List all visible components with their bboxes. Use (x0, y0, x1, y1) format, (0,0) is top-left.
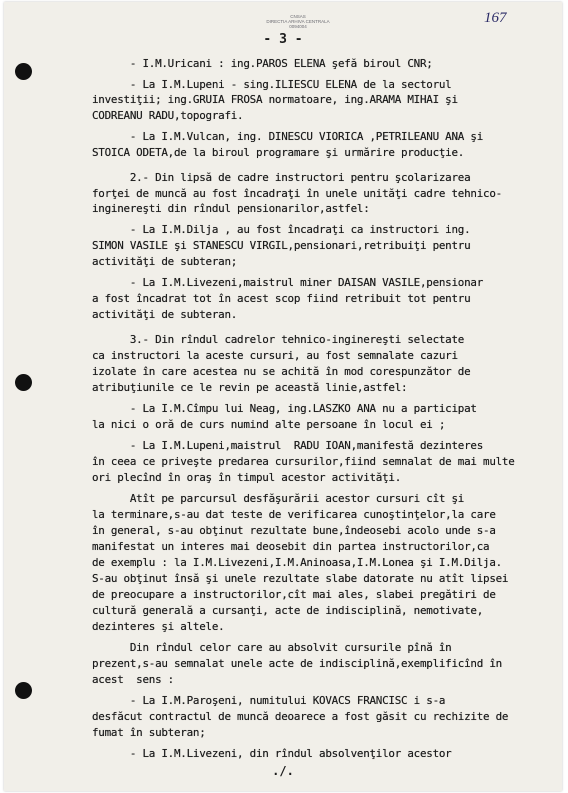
text-line: în general, s-au obţinut rezultate bune,îndeosebi acolo unde s-a (92, 524, 496, 537)
punch-hole (15, 682, 32, 699)
text-line: CODREANU RADU,topografi. (92, 109, 244, 122)
text-line: - La I.M.Livezeni, din rîndul absolvenţilor acestor (92, 747, 452, 760)
text-line: - La I.M.Cîmpu lui Neag, ing.LASZKO ANA nu a participat (92, 402, 477, 415)
text-line: Atît pe parcursul desfăşurării acestor cursuri cît şi (92, 492, 465, 505)
text-line: atribuţiunile ce le revin pe această linie,astfel: (92, 381, 408, 394)
text-line: forţei de muncă au fost încadraţi în unele unităţi cadre tehnico- (92, 187, 502, 200)
text-line: SIMON VASILE şi STANESCU VIRGIL,pensionari,retribuiţi pentru (92, 239, 471, 252)
text-line: STOICA ODETA,de la biroul programare şi urmărire producţie. (92, 146, 465, 159)
text-line: - La I.M.Livezeni,maistrul miner DAISAN VASILE,pensionar (92, 276, 484, 289)
stamp-line: 0094004 (289, 24, 307, 29)
text-line: 3.- Din rîndul cadrelor tehnico-inginereşti selectate (92, 333, 465, 346)
text-line: - I.M.Uricani : ing.PAROS ELENA şefă biroul CNR; (92, 57, 433, 70)
text-line: la nici o oră de curs numind alte persoane în locul ei ; (92, 418, 446, 431)
text-line: acest sens : (92, 673, 174, 686)
text-line: activităţi de subteran. (92, 308, 238, 321)
page-continuation-mark: ./. (272, 764, 294, 778)
text-line: - La I.M.Vulcan, ing. DINESCU VIORICA ,PETRILEANU ANA şi (92, 130, 484, 143)
text-line: inginereşti din rîndul pensionarilor,astfel: (92, 202, 370, 215)
text-line: fumat în subteran; (92, 726, 206, 739)
text-line: a fost încadrat tot în acest scop fiind retribuit tot pentru (92, 292, 471, 305)
text-line: 2.- Din lipsă de cadre instructori pentru şcolarizarea (92, 171, 471, 184)
text-line: prezent,s-au semnalat unele acte de indisciplină,exemplificînd în (92, 657, 502, 670)
text-line: ca instructori la aceste cursuri, au fost semnalate cazuri (92, 349, 458, 362)
text-line: de exemplu : la I.M.Livezeni,I.M.Aninoasa,I.M.Lonea şi I.M.Dilja. (92, 556, 502, 569)
text-line: la terminare,s-au dat teste de verificarea cunoştinţelor,la care (92, 508, 496, 521)
text-line: ori plecînd în oraş în timpul acestor activităţi. (92, 471, 402, 484)
stamp-line: CNSAS (290, 14, 306, 19)
archive-stamp (266, 14, 330, 29)
text-line: - La I.M.Lupeni,maistrul RADU IOAN,manifestă dezinteres (92, 439, 484, 452)
text-line: de preocupare a instructorilor,cît mai ales, slabei pregătiri de (92, 588, 496, 601)
punch-hole (15, 374, 32, 391)
text-line: desfăcut contractul de muncă deoarece a fost găsit cu rechizite de (92, 710, 509, 723)
text-line: activităţi de subteran; (92, 255, 238, 268)
text-line: manifestat un interes mai deosebit din partea instructorilor,ca (92, 540, 490, 553)
document-page (4, 2, 562, 791)
folio-number: 167 (484, 10, 507, 26)
stamp-line: DIRECTIA ARHIVA CENTRALA (266, 19, 330, 24)
text-line: izolate în care acestea nu se achită în mod corespunzător de (92, 365, 471, 378)
text-line: - La I.M.Dilja , au fost încadraţi ca instructori ing. (92, 223, 471, 236)
page-number: - 3 - (263, 32, 303, 47)
text-line: cultură generală a cursanţi, acte de indisciplină, nemotivate, (92, 604, 484, 617)
text-line: - La I.M.Lupeni - sing.ILIESCU ELENA de la sectorul (92, 78, 452, 91)
text-line: investiţii; ing.GRUIA FROSA normatoare, ing.ARAMA MIHAI şi (92, 93, 458, 106)
punch-hole (15, 63, 32, 80)
text-line: în ceea ce priveşte predarea cursurilor,fiind semnalat de mai multe (92, 455, 515, 468)
text-line: S-au obţinut însă şi unele rezultate slabe datorate nu atît lipsei (92, 572, 509, 585)
text-line: Din rîndul celor care au absolvit cursurile pînă în (92, 641, 452, 654)
text-line: dezinteres şi altele. (92, 620, 225, 633)
text-line: - La I.M.Paroşeni, numitului KOVACS FRANCISC i s-a (92, 694, 446, 707)
